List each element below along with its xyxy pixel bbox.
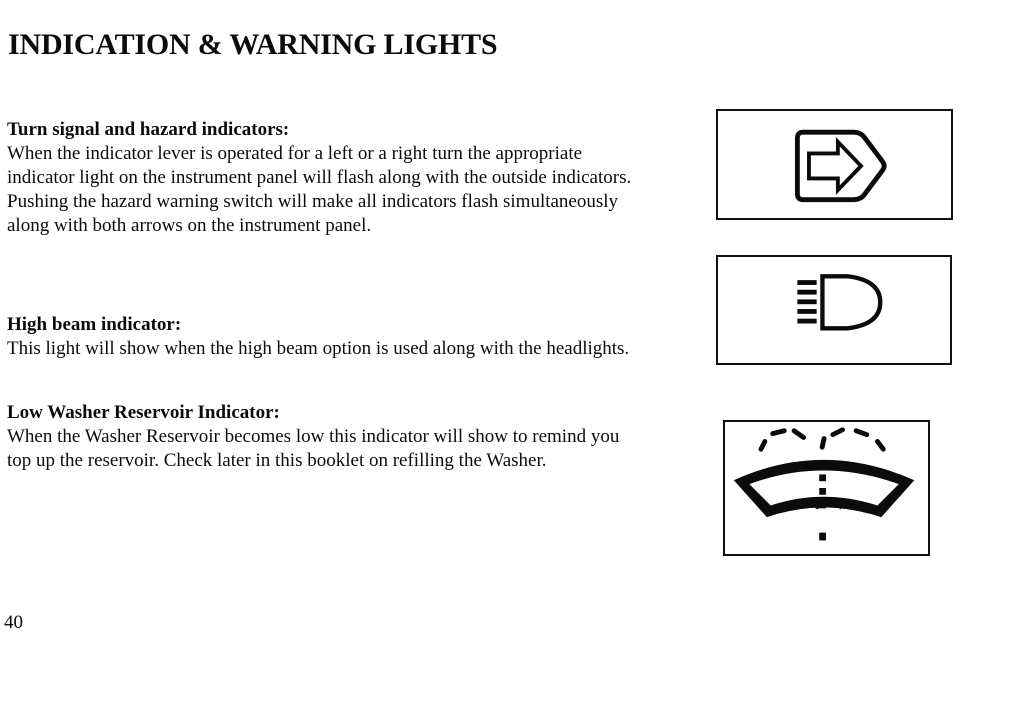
- turn-signal-arrow-icon: [718, 111, 951, 218]
- high-beam-heading: High beam indicator:: [7, 314, 182, 335]
- high-beam-icon-box: [716, 255, 952, 365]
- page-number: 40: [4, 612, 23, 633]
- turn-signal-body: When the indicator lever is operated for a left or a right turn the appropriate indicator light on the instrument panel will flash along with the outside indicators. Pushing the hazard warning switch will make all indicators flash simultaneously along with both arrows on the instrument panel.: [7, 143, 632, 236]
- page-title: INDICATION & WARNING LIGHTS: [8, 28, 498, 61]
- washer-heading: Low Washer Reservoir Indicator:: [7, 402, 280, 423]
- turn-signal-section: [7, 118, 697, 238]
- high-beam-section: [7, 313, 697, 361]
- high-beam-icon: [718, 257, 950, 363]
- washer-reservoir-icon: [725, 422, 928, 554]
- washer-body: When the Washer Reservoir becomes low this indicator will show to remind you top up the reservoir. Check later in this booklet on refilling the Washer.: [7, 426, 620, 471]
- washer-section: [7, 401, 697, 473]
- washer-reservoir-icon-box: [723, 420, 930, 556]
- turn-signal-heading: Turn signal and hazard indicators:: [7, 119, 290, 140]
- turn-signal-icon-box: [716, 109, 953, 220]
- high-beam-body: This light will show when the high beam option is used along with the headlights.: [7, 338, 630, 359]
